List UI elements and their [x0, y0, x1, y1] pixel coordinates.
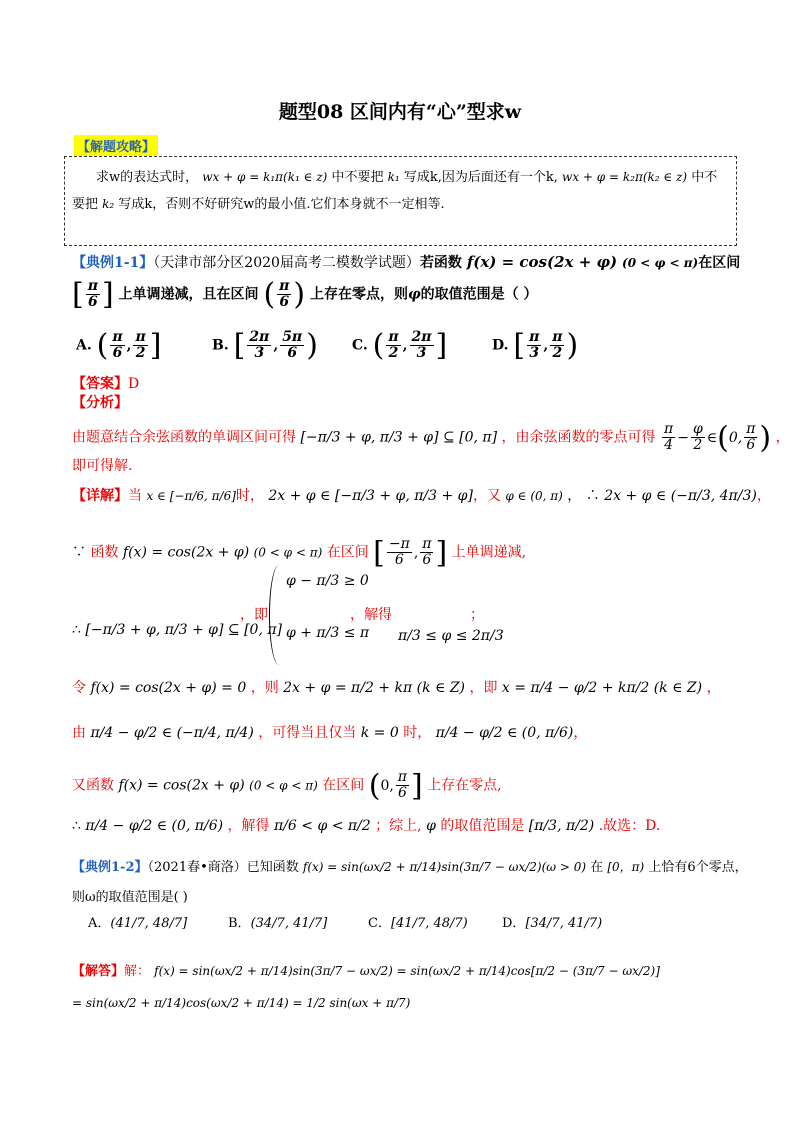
- option-a[interactable]: A. ( $\frac{\pi}{6}$ , $\frac{\pi}{2}$ ]: [76, 328, 162, 363]
- option-d[interactable]: D. [ $\frac{\pi}{3}$ , $\frac{\pi}{2}$ ): [492, 328, 579, 363]
- analysis-line2: 即可得解.: [72, 458, 133, 474]
- detail-semicolon: ；: [470, 607, 484, 623]
- example-label-2: 【典例1-2】: [72, 860, 148, 875]
- system-brace: [269, 565, 280, 665]
- detail-line2: ∵ 函数 f(x) = cos(2x + φ) (0 < φ < π) 在区间 [ $\frac{-\pi}{6}$ , $\frac{\pi}{6}$ ] 上单调递减,: [72, 535, 527, 570]
- example-1-2-question-line1: 【典例1-2】（2021春•商洛）已知函数 f(x) = sin(ωx/2 + π/14)sin(3π/7 − ωx/2)(ω > 0) 在 [0，π) 上恰有6个零点，: [72, 860, 748, 875]
- ex2-option-d[interactable]: D．[34/7, 41/7): [502, 916, 603, 931]
- ex2-option-a[interactable]: A．(41/7, 48/7]: [88, 916, 188, 931]
- detail-line-again: 又函数 f(x) = cos(2x + φ) (0 < φ < π) 在区间 (0, $\frac{\pi}{6}$ ] 上存在零点,: [72, 768, 502, 803]
- ex2-option-c[interactable]: C．[41/7, 48/7): [368, 916, 468, 931]
- detail-ji: ，即: [240, 607, 268, 623]
- detail-line-you: 由 π/4 − φ/2 ∈ (−π/4, π/4) ，可得当且仅当 k = 0 时， π/4 − φ/2 ∈ (0, π/6)，: [72, 725, 588, 741]
- detail-line-final: ∴ π/4 − φ/2 ∈ (0, π/6) ，解得 π/6 < φ < π/2 ；综上, φ 的取值范围是 [π/3, π/2) .故选：D.: [72, 818, 661, 834]
- analysis-line1: 由题意结合余弦函数的单调区间可得 [−π/3 + φ, π/3 + φ] ⊆ [0, π] ，由余弦函数的零点可得 $\frac{\pi}{4}$ − $\frac{\varphi}{2}$ ∈(0, $\frac{\pi}{6}$ ) ，: [72, 420, 790, 455]
- option-c[interactable]: C. ( $\frac{\pi}{2}$ , $\frac{2\pi}{3}$ ]: [352, 328, 448, 363]
- example-1-2-question-line2: 则ω的取值范围是( ): [72, 890, 188, 905]
- ex2-option-b[interactable]: B．(34/7, 41/7]: [228, 916, 328, 931]
- example-label: 【典例1-1】: [72, 255, 154, 271]
- example-1-1-question-line1: 【典例1-1】（天津市部分区2020届高考二模数学试题）若函数 f(x) = cos(2x + φ) (0 < φ < π)在区间: [72, 253, 741, 271]
- example-1-1-question-line2: [ $\frac{\pi}{6}$ ] 上单调递减，且在区间 ( $\frac{\pi}{6}$ ) 上存在零点，则φ的取值范围是（ ）: [72, 277, 538, 312]
- system-eq1: φ − π/3 ≥ 0: [286, 573, 369, 589]
- detail-line-zero: 令 f(x) = cos(2x + φ) = 0 ，则 2x + φ = π/2 + kπ (k ∈ Z) ，即 x = π/4 − φ/2 + kπ/2 (k ∈ Z) ，: [72, 680, 721, 696]
- ex2-solution-line2: = sin(ωx/2 + π/14)cos(ωx/2 + π/14) = 1/2 sin(ωx + π/7): [72, 996, 411, 1010]
- system-result: π/3 ≤ φ ≤ 2π/3: [398, 628, 504, 644]
- strategy-line-1: 求w的表达式时， wx + φ = k₁π(k₁ ∈ z) 中不要把 k₁ 写成k,因为后面还有一个k, wx + φ = k₂π(k₂ ∈ z) 中不: [96, 170, 718, 185]
- strategy-tag: 【解题攻略】: [74, 135, 158, 156]
- ex2-solution-line1: 【解答】解： f(x) = sin(ωx/2 + π/14)sin(3π/7 − ωx/2) = sin(ωx/2 + π/14)cos[π/2 − (3π/7 − ωx/2)]: [72, 964, 660, 979]
- answer: 【答案】D: [72, 376, 140, 392]
- option-b[interactable]: B. [ $\frac{2\pi}{3}$ , $\frac{5\pi}{6}$ ): [212, 328, 318, 363]
- page-title: 题型08 区间内有“心”型求w: [278, 101, 522, 123]
- strategy-line-2: 要把 k₂ 写成k，否则不好研究w的最小值.它们本身就不一定相等.: [72, 197, 445, 212]
- detail-jiede: ，解得: [350, 607, 392, 623]
- detail-subset: ∴ [−π/3 + φ, π/3 + φ] ⊆ [0, π]: [72, 622, 283, 638]
- system-eq2: φ + π/3 ≤ π: [286, 625, 370, 641]
- detail-line1: 【详解】当 x ∈ [−π/6, π/6]时， 2x + φ ∈ [−π/3 + φ, π/3 + φ]，又 φ ∈ (0, π) ， ∴ 2x + φ ∈ (−π/3, 4π/3)，: [72, 488, 771, 504]
- analysis-label: 【分析】: [72, 395, 128, 411]
